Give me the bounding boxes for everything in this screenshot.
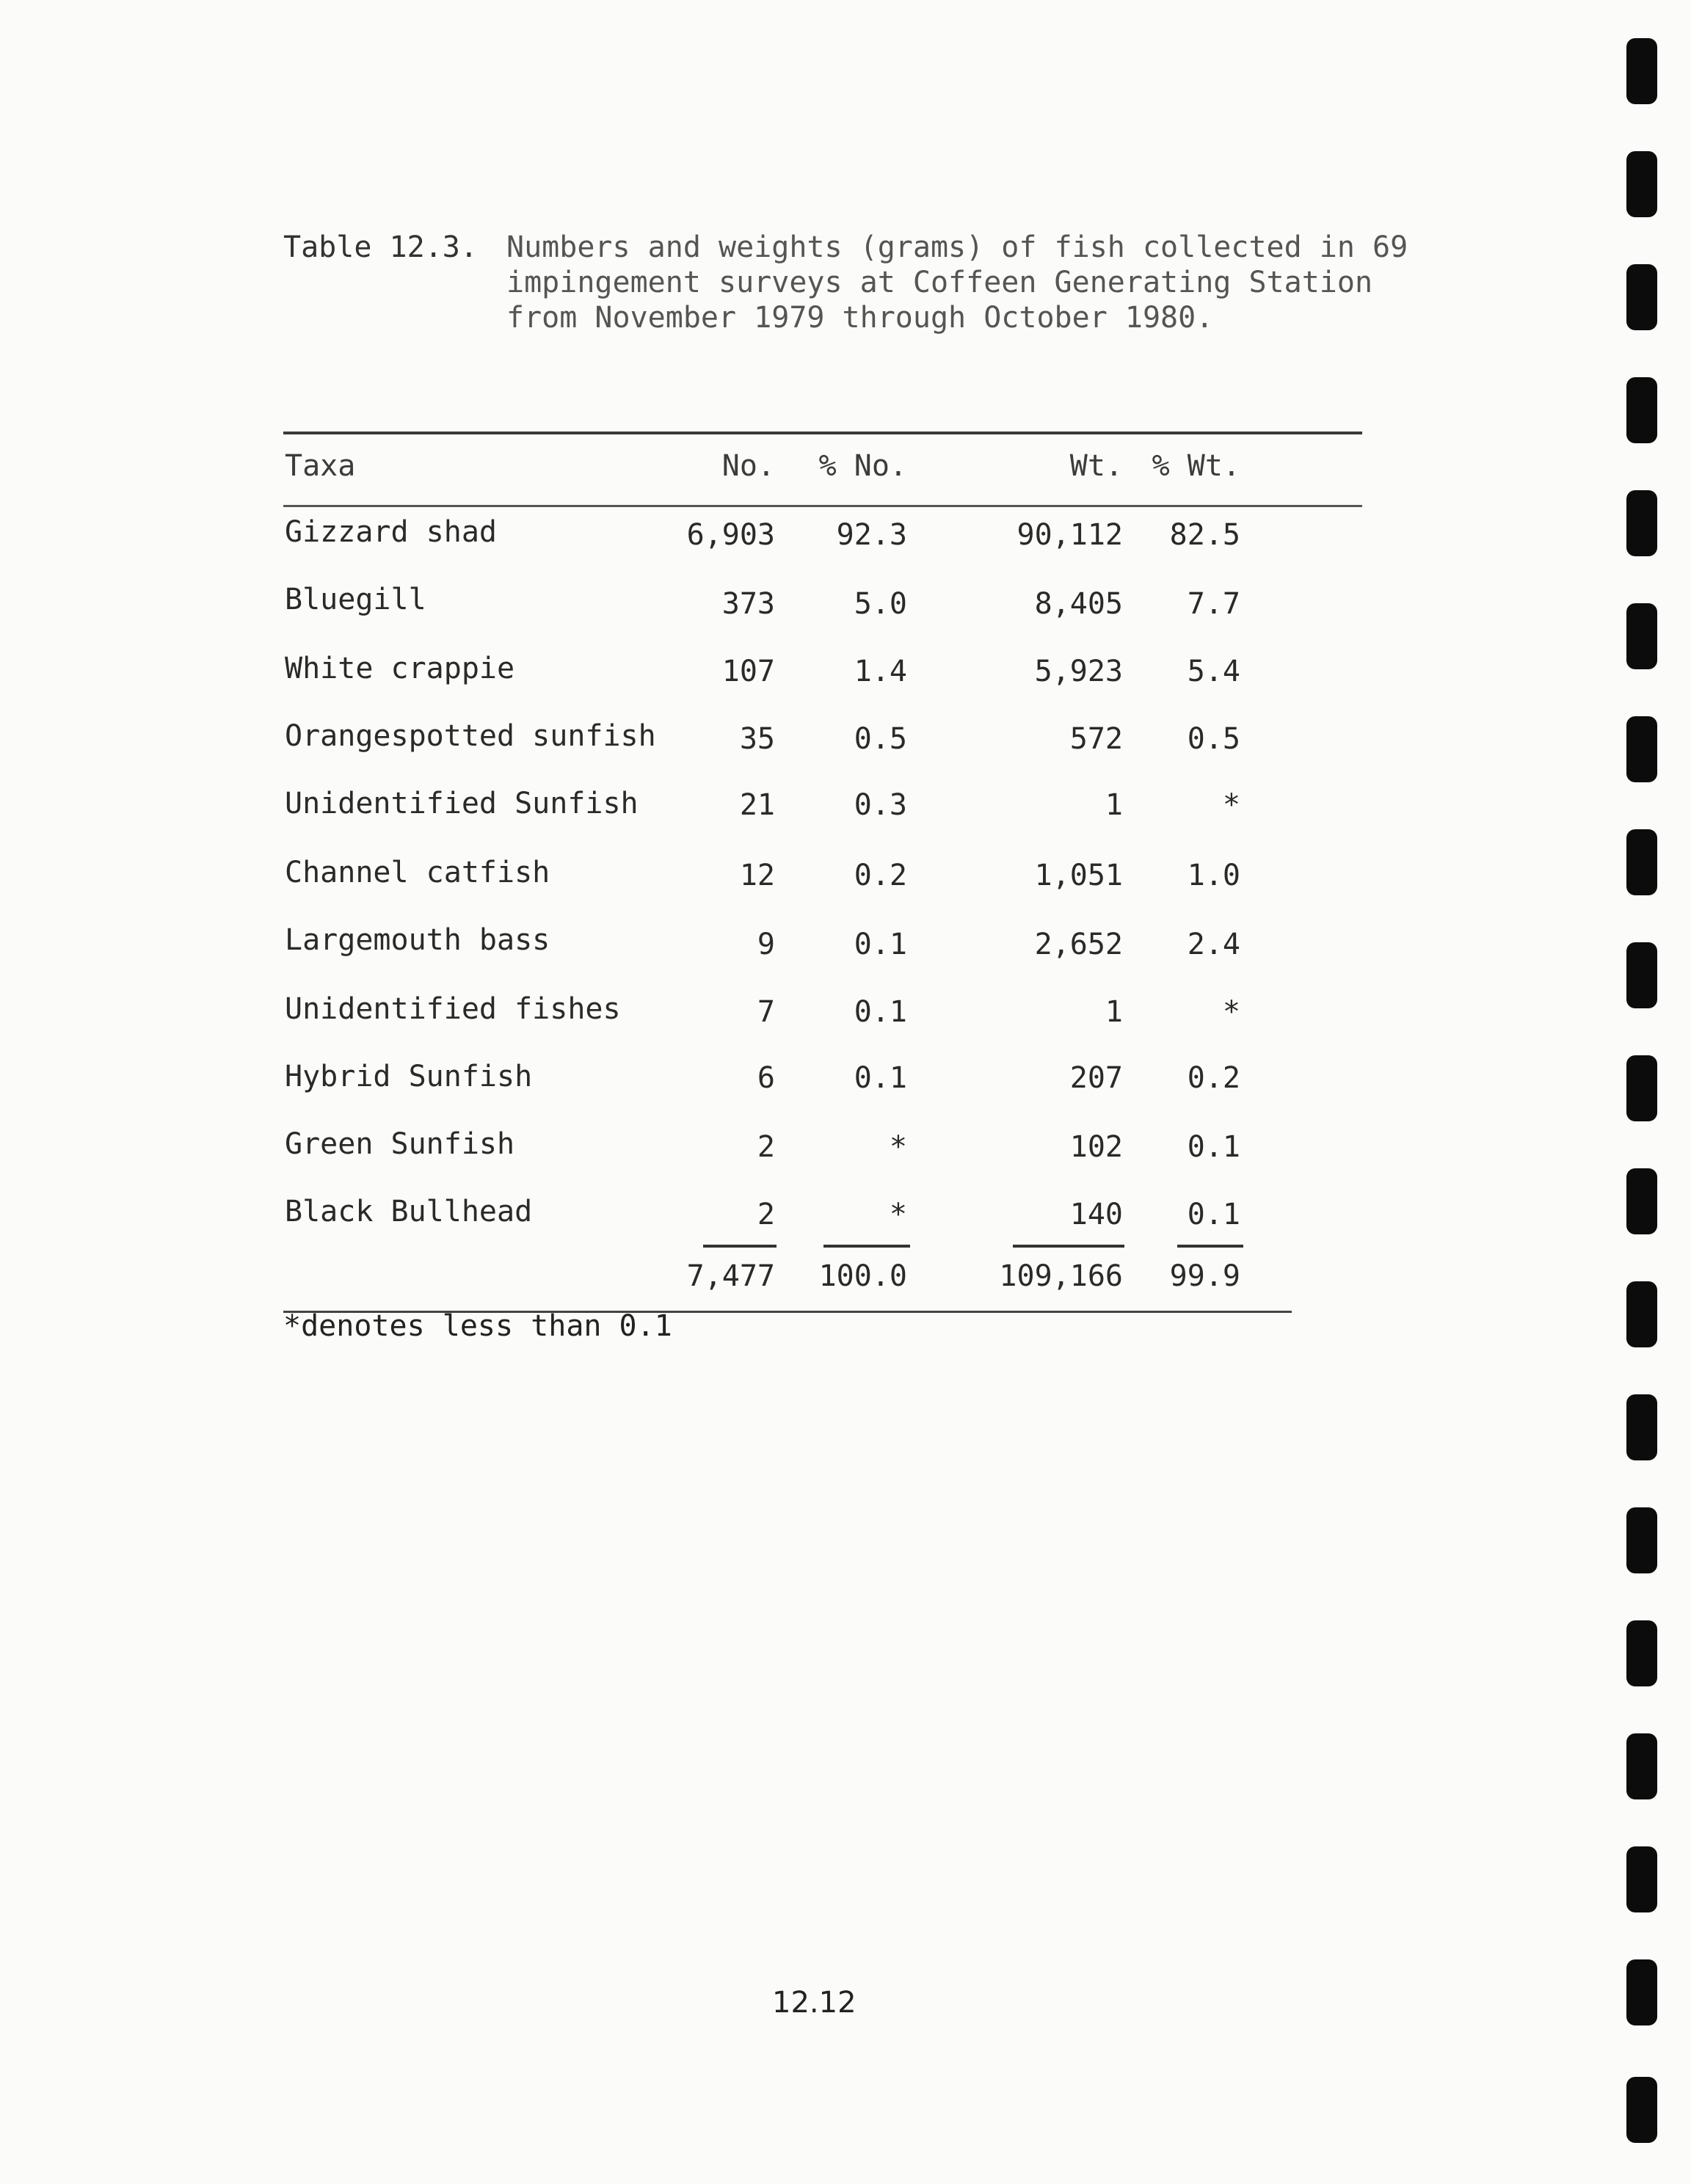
total-no: 7,477	[686, 1259, 775, 1293]
header-taxa: Taxa	[285, 449, 356, 483]
table-caption-line-2: impingement surveys at Coffeen Generating Station	[506, 266, 1373, 299]
row-5-no: 12	[739, 859, 775, 892]
sum-underline-pct-no	[823, 1245, 910, 1248]
row-3-pct-no: 0.5	[854, 722, 907, 756]
binder-hole	[1626, 1055, 1657, 1121]
row-10-taxa: Black Bullhead	[285, 1195, 533, 1228]
row-0-pct-wt: 82.5	[1169, 518, 1240, 552]
row-3-pct-wt: 0.5	[1187, 722, 1240, 756]
header-wt: Wt.	[1069, 449, 1123, 483]
row-1-taxa: Bluegill	[285, 583, 426, 616]
row-7-no: 7	[757, 995, 775, 1029]
row-8-taxa: Hybrid Sunfish	[285, 1060, 533, 1093]
row-7-taxa: Unidentified fishes	[285, 992, 621, 1026]
row-0-pct-no: 92.3	[836, 518, 907, 552]
row-8-pct-no: 0.1	[854, 1061, 907, 1095]
row-10-wt: 140	[1069, 1198, 1123, 1231]
total-wt: 109,166	[999, 1259, 1123, 1293]
row-2-no: 107	[721, 655, 775, 688]
row-2-taxa: White crappie	[285, 652, 515, 685]
binder-hole	[1626, 1846, 1657, 1912]
sum-underline-no	[703, 1245, 777, 1248]
row-8-pct-wt: 0.2	[1187, 1061, 1240, 1095]
row-2-pct-wt: 5.4	[1187, 655, 1240, 688]
row-1-wt: 8,405	[1034, 587, 1123, 621]
row-9-taxa: Green Sunfish	[285, 1127, 515, 1161]
binder-hole	[1626, 1620, 1657, 1686]
row-7-wt: 1	[1105, 995, 1123, 1029]
row-9-wt: 102	[1069, 1130, 1123, 1164]
binder-hole	[1626, 38, 1657, 104]
row-0-no: 6,903	[686, 518, 775, 552]
binder-hole	[1626, 1733, 1657, 1799]
binder-hole	[1626, 1507, 1657, 1573]
sum-underline-pct-wt	[1177, 1245, 1243, 1248]
row-5-wt: 1,051	[1034, 859, 1123, 892]
row-5-taxa: Channel catfish	[285, 856, 550, 889]
row-6-no: 9	[757, 928, 775, 961]
binder-hole	[1626, 151, 1657, 217]
table-caption-label: Table 12.3.	[283, 230, 478, 264]
row-9-pct-no: *	[889, 1130, 907, 1164]
binder-hole	[1626, 1959, 1657, 2025]
row-8-no: 6	[757, 1061, 775, 1095]
header-pct-no: % No.	[818, 449, 907, 483]
row-4-wt: 1	[1105, 788, 1123, 822]
row-10-no: 2	[757, 1198, 775, 1231]
binder-hole	[1626, 1168, 1657, 1234]
table-caption-line-1: Numbers and weights (grams) of fish collected in 69	[506, 230, 1408, 264]
row-1-pct-wt: 7.7	[1187, 587, 1240, 621]
row-4-pct-no: 0.3	[854, 788, 907, 822]
page-number: 12.12	[772, 1986, 857, 2020]
binder-hole	[1626, 829, 1657, 895]
sum-underline-wt	[1013, 1245, 1124, 1248]
row-3-no: 35	[739, 722, 775, 756]
row-0-taxa: Gizzard shad	[285, 515, 497, 549]
row-6-wt: 2,652	[1034, 928, 1123, 961]
table-header-rule	[283, 505, 1362, 507]
row-8-wt: 207	[1069, 1061, 1123, 1095]
total-pct-no: 100.0	[818, 1259, 907, 1293]
row-7-pct-wt: *	[1222, 995, 1240, 1029]
row-6-taxa: Largemouth bass	[285, 923, 550, 957]
row-3-wt: 572	[1069, 722, 1123, 756]
row-4-taxa: Unidentified Sunfish	[285, 787, 639, 820]
row-1-pct-no: 5.0	[854, 587, 907, 621]
row-4-no: 21	[739, 788, 775, 822]
binder-hole	[1626, 1394, 1657, 1460]
row-7-pct-no: 0.1	[854, 995, 907, 1029]
header-no: No.	[721, 449, 775, 483]
row-2-wt: 5,923	[1034, 655, 1123, 688]
binder-hole	[1626, 377, 1657, 443]
binder-hole	[1626, 1281, 1657, 1347]
binder-hole	[1626, 603, 1657, 669]
row-5-pct-no: 0.2	[854, 859, 907, 892]
binder-hole	[1626, 490, 1657, 556]
row-10-pct-wt: 0.1	[1187, 1198, 1240, 1231]
row-5-pct-wt: 1.0	[1187, 859, 1240, 892]
row-2-pct-no: 1.4	[854, 655, 907, 688]
binder-hole	[1626, 716, 1657, 782]
binder-hole	[1626, 2077, 1657, 2143]
row-0-wt: 90,112	[1017, 518, 1123, 552]
binder-hole	[1626, 264, 1657, 330]
row-1-no: 373	[721, 587, 775, 621]
row-3-taxa: Orangespotted sunfish	[285, 719, 656, 753]
table-footnote: *denotes less than 0.1	[283, 1309, 672, 1343]
row-9-pct-wt: 0.1	[1187, 1130, 1240, 1164]
row-10-pct-no: *	[889, 1198, 907, 1231]
total-pct-wt: 99.9	[1169, 1259, 1240, 1293]
table-top-rule	[283, 432, 1362, 434]
header-pct-wt: % Wt.	[1152, 449, 1240, 483]
row-6-pct-no: 0.1	[854, 928, 907, 961]
row-4-pct-wt: *	[1222, 788, 1240, 822]
row-9-no: 2	[757, 1130, 775, 1164]
row-6-pct-wt: 2.4	[1187, 928, 1240, 961]
binder-hole	[1626, 942, 1657, 1008]
table-caption-line-3: from November 1979 through October 1980.	[506, 301, 1214, 335]
